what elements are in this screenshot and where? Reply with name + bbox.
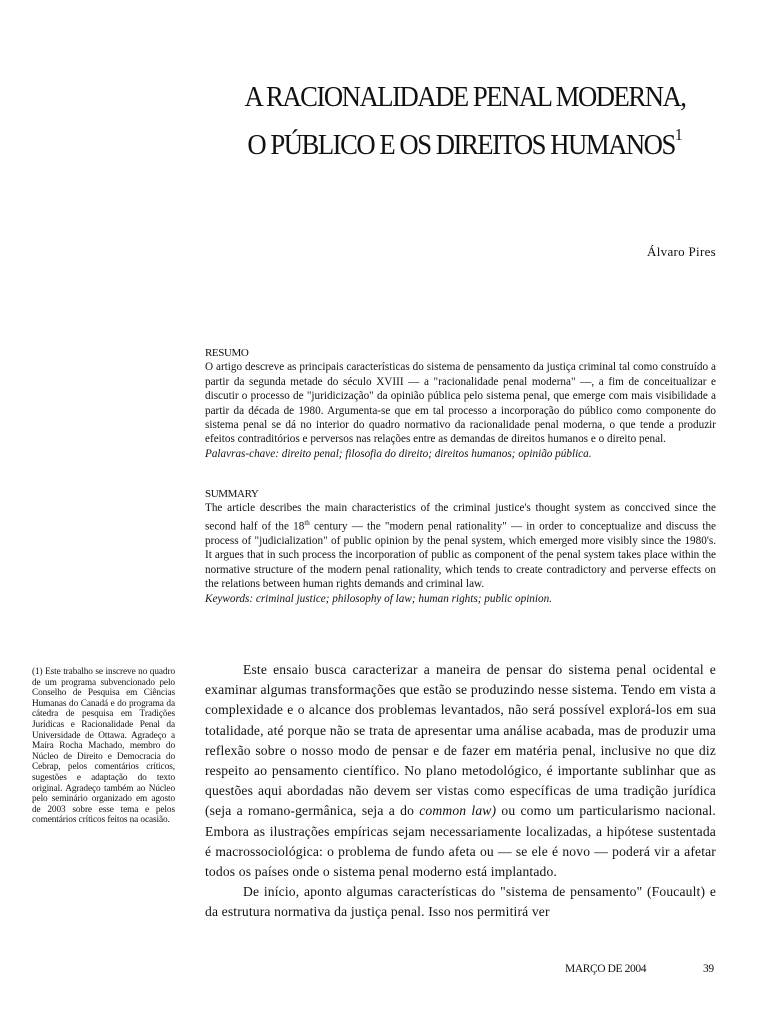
summary-text-part2: century — the "modern penal rationality" — in order to conceptualize and discuss the process of "judicialization" of public opinion by the penal system, which emerged more visibly since the 1980's. It argues that in such process the incorporation of public as component of the penal system takes place within the normative structure of the modern penal rationality, which tends to create contradictory and perverse effects on the relations between human rights demands and criminal law. bbox=[205, 520, 716, 591]
body-p1-part1: Este ensaio busca caracterizar a maneira de pensar do sistema penal ocidental e examinar algumas transformações que estão se produzindo nesse sistema. Tendo em vista a complexidade e o alcance dos problemas levantados, não será possível explorá-los em sua totalidade, até porque não se trata de apresentar uma análise acabada, mas de produzir uma reflexão sobre o nosso modo de pensar e de fazer em matéria penal, inclusive no que diz respeito ao pensamento científico. No plano metodológico, é importante sublinhar que as questões aqui abordadas não devem ser vistas como específicas de uma tradição jurídica (seja a romano-germânica, seja a do bbox=[205, 662, 716, 819]
body-p1-part2: ou como um particularismo nacional. Embora as ilustrações empíricas sejam necessariamente localizadas, a hipótese sustentada é macrossociológica: o problema de fundo afeta ou — se ele é novo — poderá vir a afetar todos os países onde o sistema penal moderno está implantado. bbox=[205, 803, 716, 880]
title-line-2-text: O PÚBLICO E OS DIREITOS HUMANOS bbox=[247, 129, 675, 161]
footnote: (1) Este trabalho se inscreve no quadro de um programa subvencionado pelo Conselho de Pesquisa em Ciências Humanas do Canadá e do programa da cátedra de pesquisa em Tradições Jurídicas e Racionalidade Penal da Universidade de Ottawa. Agradeço a Maíra Rocha Machado, membro do Núcleo de Direito e Democracia do Cebrap, pelos comentários críticos, sugestões e adaptação do texto original. Agradeço também ao Núcleo pelo seminário organizado em agosto de 2003 sobre esse tema e pelos comentários críticos feitos na ocasião. bbox=[32, 667, 175, 826]
summary-superscript: th bbox=[304, 518, 310, 527]
article-title bbox=[226, 78, 704, 164]
body-text bbox=[205, 660, 716, 923]
summary-keywords: Keywords: criminal justice; philosophy of law; human rights; public opinion. bbox=[205, 592, 552, 605]
abstract-portuguese bbox=[205, 346, 716, 461]
footer-date: MARÇO DE 2004 bbox=[565, 963, 647, 975]
resumo-text: O artigo descreve as principais características do sistema de pensamento da justiça criminal tal como construído a partir da segunda metade do século XVIII — a "racionalidade penal moderna" —, a fim de conceitualizar e discutir o processo de "juridicização" da opinião pública pelo sistema penal, que emerge com mais visibilidade a partir da década de 1980. Argumenta-se que em tal processo a incorporação do público como componente do sistema penal se dá no interior do quadro normativo da racionalidade penal moderna, o que tende a produzir efeitos contraditórios e perversos nas relações entre as demandas de direitos humanos e o direito penal. bbox=[205, 361, 716, 446]
body-p1-italic: common law) bbox=[419, 803, 497, 819]
summary-text bbox=[205, 501, 716, 591]
resumo-keywords: Palavras-chave: direito penal; filosofia do direito; direitos humanos; opinião pública. bbox=[205, 447, 592, 460]
body-paragraph-2: De início, aponto algumas características do "sistema de pensamento" (Foucault) e da estrutura normativa da justiça penal. Isso nos permitirá ver bbox=[205, 884, 716, 920]
title-line-1: A RACIONALIDADE PENAL MODERNA, bbox=[244, 81, 686, 113]
summary-text-part1: The article describes the main characteristics of the criminal justice's thought system as conccived since the second half of the 18 bbox=[205, 502, 716, 533]
summary-heading: SUMMARY bbox=[205, 488, 259, 500]
title-line-2 bbox=[226, 116, 704, 164]
body-paragraph-1 bbox=[205, 660, 716, 882]
title-footnote-mark: 1 bbox=[674, 125, 683, 144]
resumo-heading: RESUMO bbox=[205, 347, 249, 359]
author-name: Álvaro Pires bbox=[647, 244, 716, 259]
page-number: 39 bbox=[703, 963, 714, 975]
abstract-english bbox=[205, 487, 716, 606]
